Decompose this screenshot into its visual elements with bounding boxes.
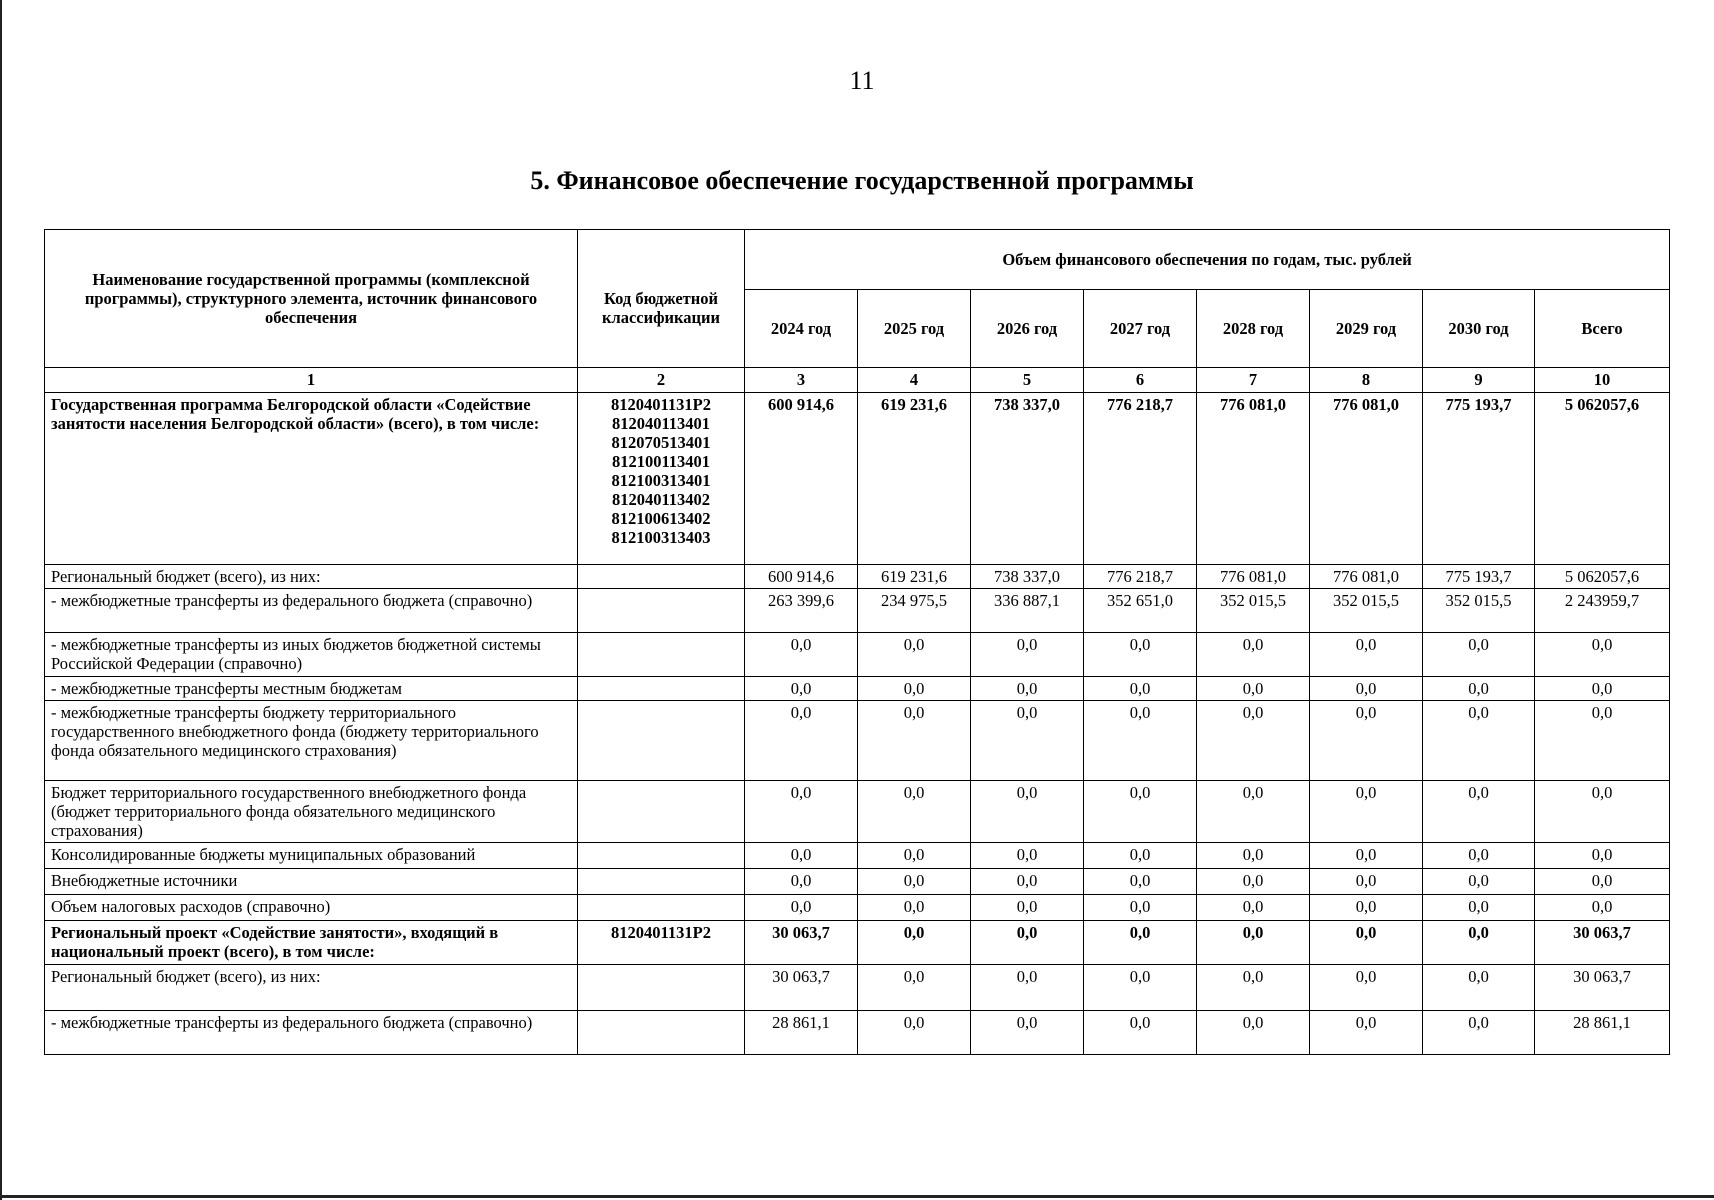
row-year-value: 600 914,6 <box>745 565 858 589</box>
row-year-value: 0,0 <box>1197 677 1310 701</box>
row-year-value: 0,0 <box>971 1011 1084 1055</box>
row-code <box>578 589 745 633</box>
table-row <box>45 1011 1670 1055</box>
row-year-value: 0,0 <box>1310 781 1423 843</box>
row-total-value: 0,0 <box>1535 869 1670 895</box>
row-year-value: 0,0 <box>971 781 1084 843</box>
row-year-value: 0,0 <box>858 677 971 701</box>
row-year-value: 776 081,0 <box>1197 565 1310 589</box>
row-year-value: 776 218,7 <box>1084 565 1197 589</box>
row-total-value: 5 062057,6 <box>1535 393 1670 565</box>
row-name: - межбюджетные трансферты бюджету территориального государственного внебюджетного фонда (бюджету территориального фонда обязательного медицинского страхования) <box>45 701 578 781</box>
header-name-cell: Наименование государственной программы (комплексной программы), структурного элемента, источник финансового обеспечения <box>45 230 578 368</box>
row-year-value: 352 015,5 <box>1197 589 1310 633</box>
row-year-value: 0,0 <box>971 921 1084 965</box>
row-year-value: 0,0 <box>1310 965 1423 1011</box>
column-number: 9 <box>1423 368 1535 393</box>
row-year-value: 0,0 <box>971 965 1084 1011</box>
row-year-value: 0,0 <box>1084 633 1197 677</box>
row-name: Внебюджетные источники <box>45 869 578 895</box>
row-year-value: 0,0 <box>1084 965 1197 1011</box>
row-total-value: 0,0 <box>1535 895 1670 921</box>
row-year-value: 619 231,6 <box>858 393 971 565</box>
row-total-value: 2 243959,7 <box>1535 589 1670 633</box>
row-year-value: 234 975,5 <box>858 589 971 633</box>
row-total-value: 30 063,7 <box>1535 965 1670 1011</box>
row-year-value: 0,0 <box>858 1011 971 1055</box>
row-year-value: 0,0 <box>745 895 858 921</box>
row-code <box>578 869 745 895</box>
row-year-value: 0,0 <box>1310 895 1423 921</box>
page-number: 11 <box>849 66 875 95</box>
table-row <box>45 701 1670 781</box>
row-name: Объем налоговых расходов (справочно) <box>45 895 578 921</box>
row-code <box>578 781 745 843</box>
row-year-value: 0,0 <box>1197 895 1310 921</box>
row-year-value: 0,0 <box>745 701 858 781</box>
row-total-value: 0,0 <box>1535 677 1670 701</box>
row-year-value: 0,0 <box>1310 1011 1423 1055</box>
row-year-value: 0,0 <box>1310 633 1423 677</box>
row-year-value: 0,0 <box>1310 921 1423 965</box>
row-year-value: 619 231,6 <box>858 565 971 589</box>
row-year-value: 738 337,0 <box>971 565 1084 589</box>
row-year-value: 0,0 <box>1197 869 1310 895</box>
row-code <box>578 677 745 701</box>
row-name: Региональный проект «Содействие занятости», входящий в национальный проект (всего), в том числе: <box>45 921 578 965</box>
row-code <box>578 1011 745 1055</box>
table-row <box>45 895 1670 921</box>
row-year-value: 0,0 <box>1197 781 1310 843</box>
row-year-value: 0,0 <box>1084 701 1197 781</box>
column-number: 8 <box>1310 368 1423 393</box>
row-year-value: 0,0 <box>1423 843 1535 869</box>
row-year-value: 0,0 <box>1084 781 1197 843</box>
row-year-value: 0,0 <box>1197 965 1310 1011</box>
row-code <box>578 965 745 1011</box>
row-year-value: 263 399,6 <box>745 589 858 633</box>
row-year-value: 0,0 <box>1423 781 1535 843</box>
row-code <box>578 701 745 781</box>
row-year-value: 0,0 <box>745 633 858 677</box>
header-year-2028: 2028 год <box>1197 290 1310 368</box>
row-year-value: 0,0 <box>1084 843 1197 869</box>
table-row <box>45 869 1670 895</box>
row-year-value: 776 081,0 <box>1310 565 1423 589</box>
row-name: Региональный бюджет (всего), из них: <box>45 565 578 589</box>
row-year-value: 28 861,1 <box>745 1011 858 1055</box>
row-name: - межбюджетные трансферты из иных бюджетов бюджетной системы Российской Федерации (справочно) <box>45 633 578 677</box>
row-year-value: 0,0 <box>1423 701 1535 781</box>
row-name: - межбюджетные трансферты из федерального бюджета (справочно) <box>45 1011 578 1055</box>
table-row <box>45 843 1670 869</box>
row-name: Бюджет территориального государственного внебюджетного фонда (бюджет территориального фонда обязательного медицинского страхования) <box>45 781 578 843</box>
row-year-value: 600 914,6 <box>745 393 858 565</box>
row-year-value: 352 015,5 <box>1423 589 1535 633</box>
table-row <box>45 965 1670 1011</box>
row-year-value: 0,0 <box>971 895 1084 921</box>
column-number: 1 <box>45 368 578 393</box>
header-total: Всего <box>1535 290 1670 368</box>
row-name: Региональный бюджет (всего), из них: <box>45 965 578 1011</box>
row-year-value: 0,0 <box>1084 677 1197 701</box>
row-year-value: 0,0 <box>745 781 858 843</box>
row-total-value: 5 062057,6 <box>1535 565 1670 589</box>
row-year-value: 336 887,1 <box>971 589 1084 633</box>
header-year-2029: 2029 год <box>1310 290 1423 368</box>
row-year-value: 0,0 <box>1423 895 1535 921</box>
row-code <box>578 633 745 677</box>
row-year-value: 0,0 <box>1310 843 1423 869</box>
row-year-value: 0,0 <box>1423 921 1535 965</box>
row-year-value: 0,0 <box>858 843 971 869</box>
row-year-value: 0,0 <box>1423 677 1535 701</box>
row-year-value: 30 063,7 <box>745 921 858 965</box>
row-year-value: 0,0 <box>1084 921 1197 965</box>
row-year-value: 0,0 <box>1423 965 1535 1011</box>
table-row <box>45 633 1670 677</box>
header-code-cell: Код бюджетной классификации <box>578 230 745 368</box>
column-number: 2 <box>578 368 745 393</box>
table-row <box>45 921 1670 965</box>
table-row <box>45 589 1670 633</box>
row-year-value: 0,0 <box>1310 677 1423 701</box>
row-year-value: 0,0 <box>1310 869 1423 895</box>
row-year-value: 0,0 <box>971 633 1084 677</box>
row-year-value: 0,0 <box>971 701 1084 781</box>
row-year-value: 0,0 <box>858 869 971 895</box>
table-body <box>45 368 1670 1055</box>
row-year-value: 352 651,0 <box>1084 589 1197 633</box>
row-total-value: 0,0 <box>1535 633 1670 677</box>
row-total-value: 0,0 <box>1535 781 1670 843</box>
row-year-value: 0,0 <box>1084 1011 1197 1055</box>
row-year-value: 0,0 <box>745 677 858 701</box>
row-year-value: 0,0 <box>858 701 971 781</box>
row-year-value: 0,0 <box>858 895 971 921</box>
row-total-value: 0,0 <box>1535 701 1670 781</box>
row-total-value: 0,0 <box>1535 843 1670 869</box>
row-year-value: 30 063,7 <box>745 965 858 1011</box>
header-year-2026: 2026 год <box>971 290 1084 368</box>
row-year-value: 0,0 <box>1423 633 1535 677</box>
column-number: 5 <box>971 368 1084 393</box>
row-year-value: 0,0 <box>1423 869 1535 895</box>
header-volume-group: Объем финансового обеспечения по годам, тыс. рублей <box>745 230 1670 290</box>
table-row <box>45 677 1670 701</box>
row-name: - межбюджетные трансферты из федерального бюджета (справочно) <box>45 589 578 633</box>
row-year-value: 352 015,5 <box>1310 589 1423 633</box>
row-year-value: 0,0 <box>1197 1011 1310 1055</box>
scan-border-bottom <box>0 1195 1714 1198</box>
row-code: 8120401131Р2 <box>578 921 745 965</box>
row-year-value: 0,0 <box>1197 843 1310 869</box>
row-year-value: 0,0 <box>1084 895 1197 921</box>
header-year-2027: 2027 год <box>1084 290 1197 368</box>
column-number-row <box>45 368 1670 393</box>
row-year-value: 0,0 <box>1197 921 1310 965</box>
page-title: 5. Финансовое обеспечение государственной программы <box>530 166 1194 195</box>
header-row-top <box>45 230 1670 290</box>
column-number: 6 <box>1084 368 1197 393</box>
table-row <box>45 565 1670 589</box>
row-year-value: 0,0 <box>1423 1011 1535 1055</box>
column-number: 10 <box>1535 368 1670 393</box>
column-number: 3 <box>745 368 858 393</box>
table-row <box>45 781 1670 843</box>
row-name: Государственная программа Белгородской области «Содействие занятости населения Белгородской области» (всего), в том числе: <box>45 393 578 565</box>
row-year-value: 775 193,7 <box>1423 565 1535 589</box>
row-code <box>578 895 745 921</box>
row-year-value: 0,0 <box>745 869 858 895</box>
row-year-value: 0,0 <box>858 965 971 1011</box>
row-year-value: 0,0 <box>1084 869 1197 895</box>
table-row <box>45 393 1670 565</box>
row-year-value: 738 337,0 <box>971 393 1084 565</box>
column-number: 7 <box>1197 368 1310 393</box>
row-year-value: 0,0 <box>858 921 971 965</box>
row-code: 8120401131Р2 812040113401 812070513401 812100113401 812100313401 812040113402 812100613402 812100313403 <box>578 393 745 565</box>
row-name: - межбюджетные трансферты местным бюджетам <box>45 677 578 701</box>
row-year-value: 0,0 <box>1197 633 1310 677</box>
column-number: 4 <box>858 368 971 393</box>
row-code <box>578 565 745 589</box>
row-year-value: 0,0 <box>745 843 858 869</box>
row-total-value: 28 861,1 <box>1535 1011 1670 1055</box>
row-year-value: 0,0 <box>971 869 1084 895</box>
row-year-value: 0,0 <box>1197 701 1310 781</box>
row-year-value: 775 193,7 <box>1423 393 1535 565</box>
row-code <box>578 843 745 869</box>
row-year-value: 0,0 <box>1310 701 1423 781</box>
row-year-value: 776 218,7 <box>1084 393 1197 565</box>
row-year-value: 0,0 <box>858 633 971 677</box>
row-year-value: 0,0 <box>858 781 971 843</box>
row-name: Консолидированные бюджеты муниципальных образований <box>45 843 578 869</box>
header-year-2024: 2024 год <box>745 290 858 368</box>
header-year-2030: 2030 год <box>1423 290 1535 368</box>
row-year-value: 776 081,0 <box>1310 393 1423 565</box>
row-year-value: 0,0 <box>971 677 1084 701</box>
row-year-value: 776 081,0 <box>1197 393 1310 565</box>
financing-table <box>44 229 1670 1055</box>
header-year-2025: 2025 год <box>858 290 971 368</box>
row-total-value: 30 063,7 <box>1535 921 1670 965</box>
row-year-value: 0,0 <box>971 843 1084 869</box>
